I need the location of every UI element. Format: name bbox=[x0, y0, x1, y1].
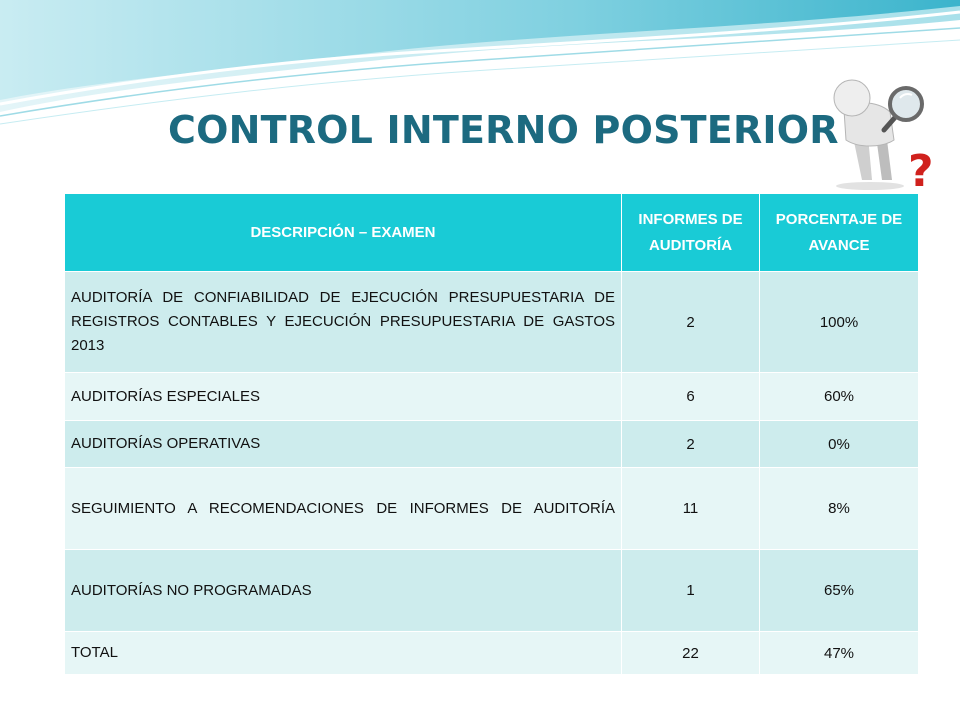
table-row bbox=[65, 550, 919, 632]
row-reports: 6 bbox=[622, 373, 760, 421]
row-description: SEGUIMIENTO A RECOMENDACIONES DE INFORMES DE AUDITORÍA bbox=[65, 468, 622, 550]
table-row bbox=[65, 421, 919, 468]
row-description: AUDITORÍAS NO PROGRAMADAS bbox=[65, 550, 622, 632]
row-percentage: 60% bbox=[760, 373, 919, 421]
header-reports: INFORMES DE AUDITORÍA bbox=[622, 194, 760, 272]
page-title: CONTROL INTERNO POSTERIOR bbox=[168, 108, 839, 152]
row-reports: 2 bbox=[622, 421, 760, 468]
total-label: TOTAL bbox=[65, 632, 622, 675]
question-mark-icon: ? bbox=[908, 146, 934, 192]
total-percentage: 47% bbox=[760, 632, 919, 675]
row-description: AUDITORÍAS OPERATIVAS bbox=[65, 421, 622, 468]
row-description: AUDITORÍAS ESPECIALES bbox=[65, 373, 622, 421]
row-percentage: 0% bbox=[760, 421, 919, 468]
table-row bbox=[65, 373, 919, 421]
magnifier-figure-icon bbox=[818, 70, 942, 192]
table-total-row bbox=[65, 632, 919, 675]
header-description: DESCRIPCIÓN – EXAMEN bbox=[65, 194, 622, 272]
header-percentage: PORCENTAJE DE AVANCE bbox=[760, 194, 919, 272]
table-row bbox=[65, 468, 919, 550]
row-percentage: 65% bbox=[760, 550, 919, 632]
table-header-row bbox=[65, 194, 919, 272]
row-description: AUDITORÍA DE CONFIABILIDAD DE EJECUCIÓN PRESUPUESTARIA DE REGISTROS CONTABLES Y EJECUCIÓN PRESUPUESTARIA DE GASTOS 2013 bbox=[65, 272, 622, 373]
row-reports: 2 bbox=[622, 272, 760, 373]
row-percentage: 8% bbox=[760, 468, 919, 550]
audit-table bbox=[64, 193, 919, 675]
row-reports: 11 bbox=[622, 468, 760, 550]
table-row bbox=[65, 272, 919, 373]
total-reports: 22 bbox=[622, 632, 760, 675]
row-percentage: 100% bbox=[760, 272, 919, 373]
row-reports: 1 bbox=[622, 550, 760, 632]
